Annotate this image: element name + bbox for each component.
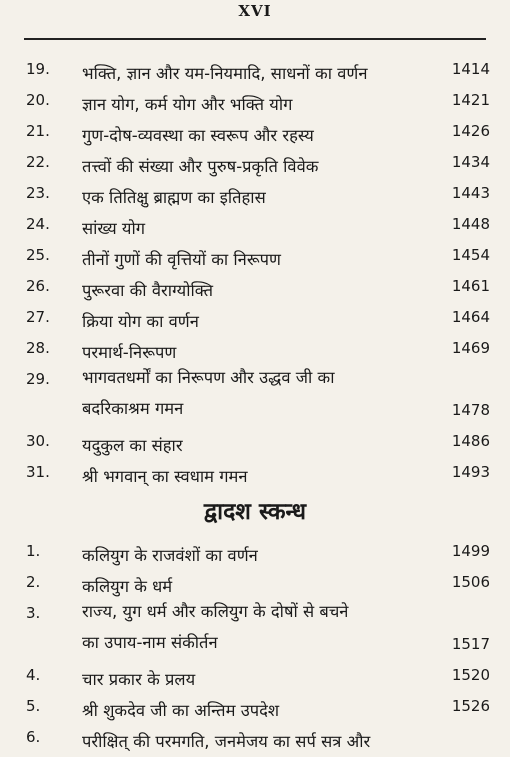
toc-entry-1 — [0, 538, 510, 569]
entry-number: 3. — [26, 604, 41, 622]
entry-number: 30. — [26, 432, 50, 450]
toc-entry-22 — [0, 149, 510, 180]
entry-number: 25. — [26, 246, 50, 264]
entry-number: 1. — [26, 542, 41, 560]
entry-page: 1499 — [451, 542, 490, 560]
entry-number: 19. — [26, 60, 50, 78]
entry-number: 28. — [26, 339, 50, 357]
entry-page: 1486 — [451, 432, 490, 450]
entry-page: 1520 — [451, 666, 490, 684]
entry-page: 1448 — [451, 215, 490, 233]
entry-page: 1414 — [451, 60, 490, 78]
toc-entry-29 — [0, 366, 510, 428]
entry-title: सांख्य योग — [82, 219, 146, 238]
entry-title: एक तितिक्षु ब्राह्मण का इतिहास — [82, 188, 266, 207]
entry-page: 1461 — [451, 277, 490, 295]
toc-entry-27 — [0, 304, 510, 335]
toc-entry-3 — [0, 600, 510, 662]
entry-title: कलियुग के राजवंशों का वर्णन — [82, 546, 258, 565]
entry-number: 29. — [26, 370, 50, 388]
entry-title: यदुकुल का संहार — [82, 436, 183, 455]
entry-number: 6. — [26, 728, 41, 746]
section-heading: द्वादश स्कन्ध — [203, 499, 307, 525]
entry-title: भक्ति, ज्ञान और यम-नियमादि, साधनों का वर्णन — [82, 64, 368, 83]
entry-page: 1426 — [451, 122, 490, 140]
entry-title: तीनों गुणों की वृत्तियों का निरूपण — [82, 250, 281, 269]
toc-entry-30 — [0, 428, 510, 459]
page-number-header: XVI — [238, 2, 272, 20]
entry-page: 1526 — [451, 697, 490, 715]
entry-title: श्री भगवान् का स्वधाम गमन — [82, 467, 248, 486]
table-of-contents — [0, 56, 510, 755]
entry-page: 1454 — [451, 246, 490, 264]
toc-entry-23 — [0, 180, 510, 211]
entry-page: 1443 — [451, 184, 490, 202]
entry-page: 1469 — [451, 339, 490, 357]
entry-number: 26. — [26, 277, 50, 295]
toc-entry-25 — [0, 242, 510, 273]
entry-number: 23. — [26, 184, 50, 202]
entry-number: 22. — [26, 153, 50, 171]
toc-entry-20 — [0, 87, 510, 118]
entry-title: गुण-दोष-व्यवस्था का स्वरूप और रहस्य — [82, 126, 314, 145]
entry-title: चार प्रकार के प्रलय — [82, 670, 196, 689]
entry-title-line-1: राज्य, युग धर्म और कलियुग के दोषों से बचने — [82, 602, 349, 621]
toc-entry-4 — [0, 662, 510, 693]
toc-entry-21 — [0, 118, 510, 149]
toc-entry-19 — [0, 56, 510, 87]
header-divider — [24, 38, 486, 40]
entry-title: क्रिया योग का वर्णन — [82, 312, 199, 331]
entry-page: 1517 — [451, 635, 490, 653]
entry-number: 24. — [26, 215, 50, 233]
entry-title: श्री शुकदेव जी का अन्तिम उपदेश — [82, 701, 280, 720]
entry-title: परीक्षित् की परमगति, जनमेजय का सर्प सत्र और — [82, 732, 371, 751]
entry-number: 27. — [26, 308, 50, 326]
entry-number: 2. — [26, 573, 41, 591]
entry-title-line-2: का उपाय-नाम संकीर्तन — [82, 633, 218, 652]
entry-number: 20. — [26, 91, 50, 109]
entry-title: तत्त्वों की संख्या और पुरुष-प्रकृति विवेक — [82, 157, 319, 176]
toc-entry-24 — [0, 211, 510, 242]
entry-title-line-2: बदरिकाश्रम गमन — [82, 399, 184, 418]
entry-number: 31. — [26, 463, 50, 481]
entry-number: 5. — [26, 697, 41, 715]
toc-entry-26 — [0, 273, 510, 304]
entry-title: पुरूरवा की वैराग्योक्ति — [82, 281, 214, 300]
entry-title: परमार्थ-निरूपण — [82, 343, 177, 362]
entry-page: 1421 — [451, 91, 490, 109]
toc-entry-5 — [0, 693, 510, 724]
entry-title: कलियुग के धर्म — [82, 577, 173, 596]
entry-title-line-1: भागवतधर्मों का निरूपण और उद्धव जी का — [82, 368, 335, 387]
toc-entry-31 — [0, 459, 510, 490]
entry-number: 4. — [26, 666, 41, 684]
entry-page: 1478 — [451, 401, 490, 419]
entry-page: 1493 — [451, 463, 490, 481]
entry-page: 1434 — [451, 153, 490, 171]
entry-title: ज्ञान योग, कर्म योग और भक्ति योग — [82, 95, 293, 114]
entry-page: 1464 — [451, 308, 490, 326]
entry-number: 21. — [26, 122, 50, 140]
entry-page: 1506 — [451, 573, 490, 591]
